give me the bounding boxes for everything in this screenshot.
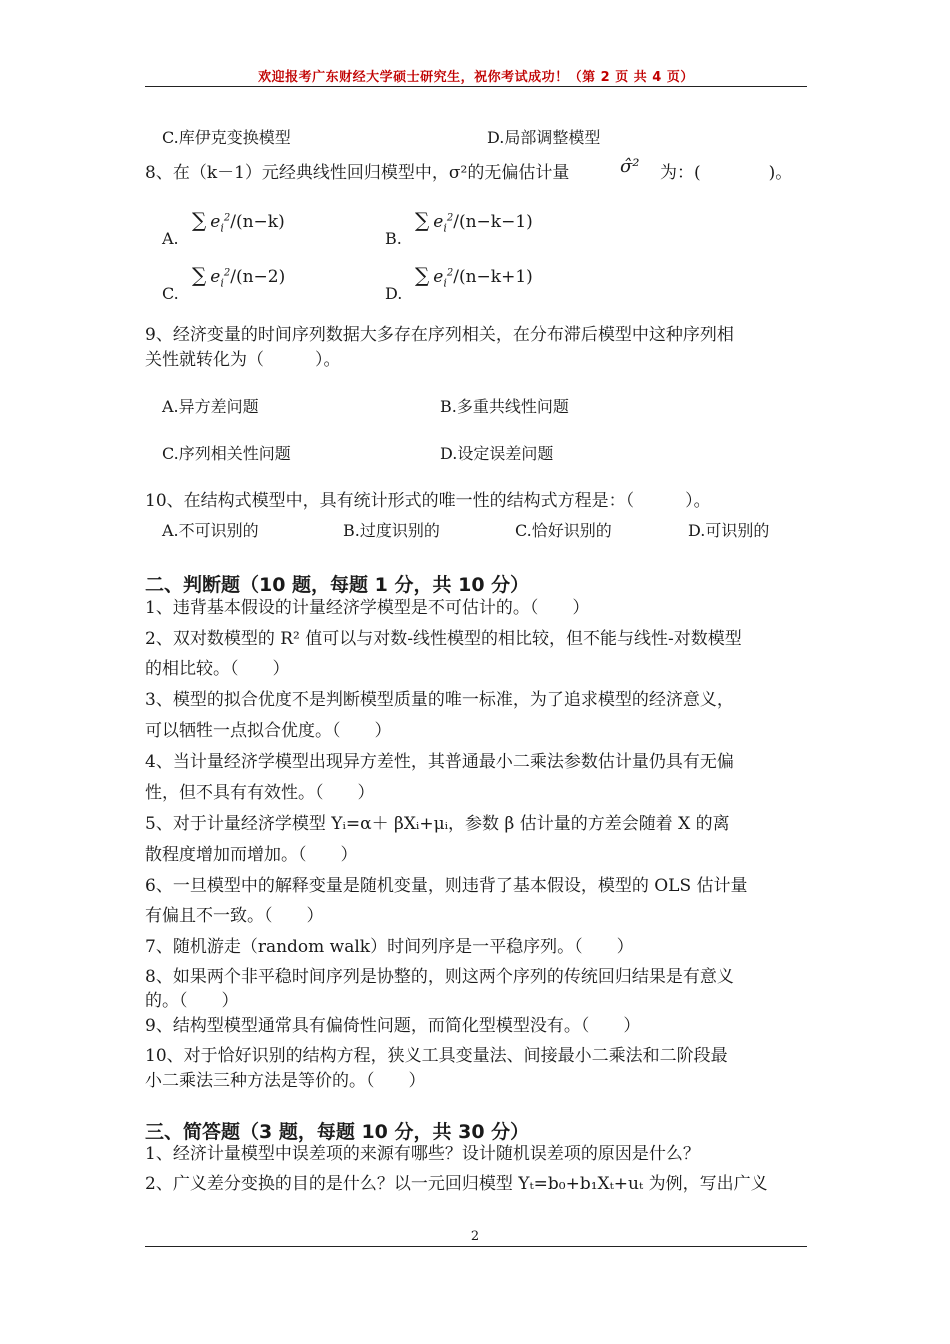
- q9-stem-line2: 关性就转化为（ ）。: [145, 350, 341, 370]
- q10-stem: 10、在结构式模型中，具有统计形式的唯一性的结构式方程是：（ ）。: [145, 491, 711, 511]
- q8-option-b-label: B.: [385, 229, 402, 248]
- sum-symbol: ∑: [192, 263, 207, 287]
- s2-line: 6、一旦模型中的解释变量是随机变量，则违背了基本假设，模型的 OLS 估计量: [145, 876, 748, 896]
- q8-option-d-label: D.: [385, 284, 403, 303]
- s2-line: 的。（ ）: [145, 991, 239, 1011]
- s2-line: 7、随机游走（random walk）时间列序是一平稳序列。（ ）: [145, 937, 634, 957]
- s2-line: 2、双对数模型的 R² 值可以与对数-线性模型的相比较，但不能与线性-对数模型: [145, 629, 742, 649]
- q8-option-c-label: C.: [162, 284, 179, 303]
- q8-option-a-formula: ∑ $e_i^2/(n-k)$: [192, 208, 285, 235]
- page-header: 欢迎报考广东财经大学硕士研究生，祝你考试成功！（第 2 页 共 4 页）: [258, 70, 694, 85]
- sum-symbol: ∑: [415, 208, 430, 232]
- s2-line: 3、模型的拟合优度不是判断模型质量的唯一标准，为了追求模型的经济意义，: [145, 690, 734, 710]
- q8-option-b-formula: ∑ $e_i^2/(n-k-1)$: [415, 208, 533, 235]
- q7-option-c: C.库伊克变换模型: [162, 128, 291, 147]
- section2-title: 二、判断题（10 题，每题 1 分，共 10 分）: [145, 574, 530, 596]
- s2-line: 的相比较。（ ）: [145, 659, 290, 679]
- sum-symbol: ∑: [415, 263, 430, 287]
- q9-option-d: D.设定误差问题: [440, 444, 554, 463]
- sum-symbol: ∑: [192, 208, 207, 232]
- q7-option-d: D.局部调整模型: [487, 128, 601, 147]
- s3-line: 2、广义差分变换的目的是什么？以一元回归模型 Yₜ=b₀+b₁Xₜ+uₜ 为例，写出广义: [145, 1174, 768, 1194]
- s2-line: 散程度增加而增加。（ ）: [145, 845, 358, 865]
- q10-option-d: D.可识别的: [688, 521, 770, 540]
- s2-line: 5、对于计量经济学模型 Yᵢ=α＋ βXᵢ+μᵢ，参数 β 估计量的方差会随着 X 的离: [145, 814, 730, 834]
- s2-line: 可以牺牲一点拟合优度。（ ）: [145, 721, 392, 741]
- page-number: 2: [470, 1229, 480, 1244]
- s2-line: 有偏且不一致。（ ）: [145, 906, 324, 926]
- s2-line: 10、对于恰好识别的结构方程，狭义工具变量法、间接最小二乘法和二阶段最: [145, 1046, 728, 1066]
- s2-line: 4、当计量经济学模型出现异方差性，其普通最小二乘法参数估计量仍具有无偏: [145, 752, 734, 772]
- header-rule: [145, 86, 807, 87]
- q9-option-c: C.序列相关性问题: [162, 444, 291, 463]
- s3-line: 1、经济计量模型中误差项的来源有哪些？设计随机误差项的原因是什么？: [145, 1144, 700, 1164]
- s2-line: 9、结构型模型通常具有偏倚性问题，而简化型模型没有。（ ）: [145, 1016, 641, 1036]
- q10-option-b: B.过度识别的: [343, 521, 440, 540]
- sigma-hat-symbol: σ̂²: [620, 156, 640, 177]
- q9-stem-line1: 9、经济变量的时间序列数据大多存在序列相关，在分布滞后模型中这种序列相: [145, 325, 734, 345]
- q8-stem: 8、在（k－1）元经典线性回归模型中，σ²的无偏估计量: [145, 163, 570, 183]
- s2-line: 小二乘法三种方法是等价的。（ ）: [145, 1071, 426, 1091]
- s2-line: 8、如果两个非平稳时间序列是协整的，则这两个序列的传统回归结果是有意义: [145, 967, 734, 987]
- s2-line: 1、违背基本假设的计量经济学模型是不可估计的。（ ）: [145, 598, 590, 618]
- footer-rule: [145, 1246, 807, 1247]
- q10-option-a: A.不可识别的: [162, 521, 259, 540]
- q8-option-a-label: A.: [162, 229, 179, 248]
- q8-option-d-formula: ∑ $e_i^2/(n-k+1)$: [415, 263, 533, 290]
- q8-option-c-formula: ∑ $e_i^2/(n-2)$: [192, 263, 286, 290]
- q10-option-c: C.恰好识别的: [515, 521, 612, 540]
- section3-title: 三、简答题（3 题，每题 10 分，共 30 分）: [145, 1121, 530, 1143]
- s2-line: 性，但不具有有效性。（ ）: [145, 783, 375, 803]
- q8-stem-end: 为：( )。: [660, 163, 793, 183]
- q9-option-a: A.异方差问题: [162, 397, 259, 416]
- q9-option-b: B.多重共线性问题: [440, 397, 569, 416]
